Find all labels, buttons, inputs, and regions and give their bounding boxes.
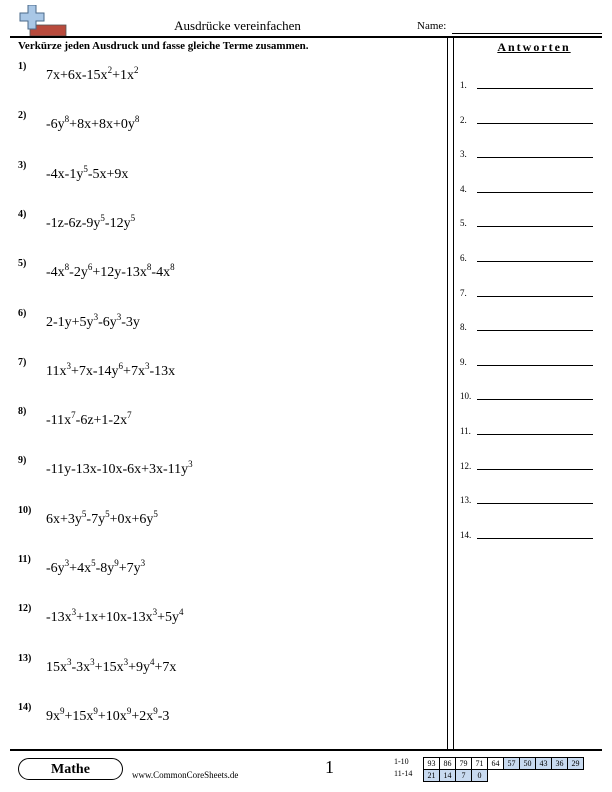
problem-expression: $-11y-13x-10x-6x+3x-11y^3$ <box>46 459 193 478</box>
name-field[interactable] <box>452 33 602 34</box>
problem-expression: $6x+3y^5-7y^5+0x+6y^5$ <box>46 508 158 527</box>
problem-number: 14) <box>18 701 32 713</box>
problem-number: 1) <box>18 61 27 72</box>
answer-field[interactable] <box>477 123 593 124</box>
problem-expression: $15x^3-3x^3+15x^3+9y^4+7x$ <box>46 656 177 675</box>
problem-number: 10) <box>18 504 32 516</box>
score-cell: 79 <box>455 757 472 770</box>
problem-expression: $-1z-6z-9y^5-12y^5$ <box>46 212 136 231</box>
page-title: Ausdrücke vereinfachen <box>174 18 301 33</box>
problem-item <box>18 109 139 133</box>
answer-field[interactable] <box>477 399 593 400</box>
answer-number: 12. <box>460 460 472 471</box>
problem-item <box>18 307 140 331</box>
problem-number: 5) <box>18 258 27 270</box>
problem-expression: $-13x^3+1x+10x-13x^3+5y^4$ <box>46 607 184 626</box>
problem-number: 13) <box>18 652 32 664</box>
problem-item <box>18 405 132 429</box>
score-range-label: 11-14 <box>394 769 413 778</box>
problem-item <box>18 60 138 84</box>
answer-number: 4. <box>460 183 467 194</box>
problem-expression: $7x+6x-15x^2+1x^2$ <box>46 65 139 83</box>
column-divider <box>453 37 454 749</box>
score-cell: 64 <box>487 757 504 770</box>
brand-badge: Mathe <box>18 758 123 780</box>
problem-expression: $2-1y+5y^3-6y^3-3y$ <box>46 311 140 330</box>
problem-expression: $-6y^3+4x^5-8y^9+7y^3$ <box>46 558 146 576</box>
answer-number: 1. <box>460 80 467 90</box>
problem-number: 11) <box>18 554 31 565</box>
score-cell: 57 <box>503 757 520 770</box>
site-url: www.CommonCoreSheets.de <box>132 770 239 780</box>
answer-field[interactable] <box>477 157 593 158</box>
problem-item <box>18 701 169 725</box>
answer-number: 6. <box>460 253 467 263</box>
answer-number: 7. <box>460 287 467 298</box>
answer-number: 9. <box>460 356 467 367</box>
answer-field[interactable] <box>477 88 593 89</box>
answer-field[interactable] <box>477 538 593 539</box>
problem-number: 7) <box>18 356 27 368</box>
problem-item <box>18 602 184 626</box>
problem-expression: $-6y^8+8x+8x+0y^8$ <box>46 114 140 133</box>
problem-number: 9) <box>18 455 27 467</box>
answer-number: 13. <box>460 495 472 506</box>
answer-field[interactable] <box>477 330 593 331</box>
header-divider <box>10 36 602 38</box>
problem-expression: $-11x^7-6z+1-2x^7$ <box>46 410 132 429</box>
score-cell: 14 <box>439 769 456 782</box>
answer-field[interactable] <box>477 261 593 262</box>
answer-number: 2. <box>460 114 467 125</box>
score-cell: 71 <box>471 757 488 770</box>
column-divider <box>447 37 448 749</box>
problem-number: 3) <box>18 159 27 171</box>
answer-field[interactable] <box>477 434 593 435</box>
score-cell: 43 <box>535 757 552 770</box>
score-cell: 21 <box>423 769 440 782</box>
problem-item <box>18 504 158 528</box>
page-number: 1 <box>325 757 334 777</box>
problem-expression: $-4x^8-2y^6+12y-13x^8-4x^8$ <box>46 262 175 281</box>
score-cell: 0 <box>471 769 488 782</box>
problem-number: 6) <box>18 307 27 319</box>
answer-field[interactable] <box>477 226 593 227</box>
answer-number: 10. <box>460 391 472 402</box>
problem-item <box>18 208 135 232</box>
problem-item <box>18 356 175 380</box>
score-cell: 93 <box>423 757 440 770</box>
score-cell: 36 <box>551 757 568 770</box>
score-range-label: 1-10 <box>394 757 409 766</box>
instructions: Verkürze jeden Ausdruck und fasse gleiche Terme zusammen. <box>18 40 309 52</box>
problem-number: 12) <box>18 603 32 615</box>
problem-expression: $-4x-1y^5-5x+9x$ <box>46 163 129 182</box>
problem-item <box>18 257 175 281</box>
problem-item <box>18 159 128 183</box>
answer-field[interactable] <box>477 296 593 297</box>
score-cell: 7 <box>455 769 472 782</box>
problem-expression: $9x^9+15x^9+10x^9+2x^9-3$ <box>46 705 170 724</box>
score-cell: 50 <box>519 757 536 770</box>
problem-item <box>18 553 145 577</box>
answer-number: 11. <box>460 426 471 436</box>
problem-number: 4) <box>18 208 27 220</box>
problem-number: 8) <box>18 406 27 418</box>
score-row <box>394 769 488 782</box>
answer-field[interactable] <box>477 503 593 504</box>
score-cell: 29 <box>567 757 584 770</box>
answer-field[interactable] <box>477 469 593 470</box>
name-label: Name: <box>417 20 447 32</box>
problem-item <box>18 454 193 478</box>
answer-field[interactable] <box>477 365 593 366</box>
answers-header: Antworten <box>497 40 571 54</box>
problem-number: 2) <box>18 110 27 122</box>
footer-divider <box>10 749 602 751</box>
answer-number: 3. <box>460 149 467 160</box>
answer-number: 8. <box>460 322 467 333</box>
answer-number: 14. <box>460 529 472 540</box>
score-cell: 86 <box>439 757 456 770</box>
answer-field[interactable] <box>477 192 593 193</box>
problem-expression: $11x^3+7x-14y^6+7x^3-13x$ <box>46 360 176 379</box>
problem-item <box>18 652 176 676</box>
answer-number: 5. <box>460 218 467 229</box>
